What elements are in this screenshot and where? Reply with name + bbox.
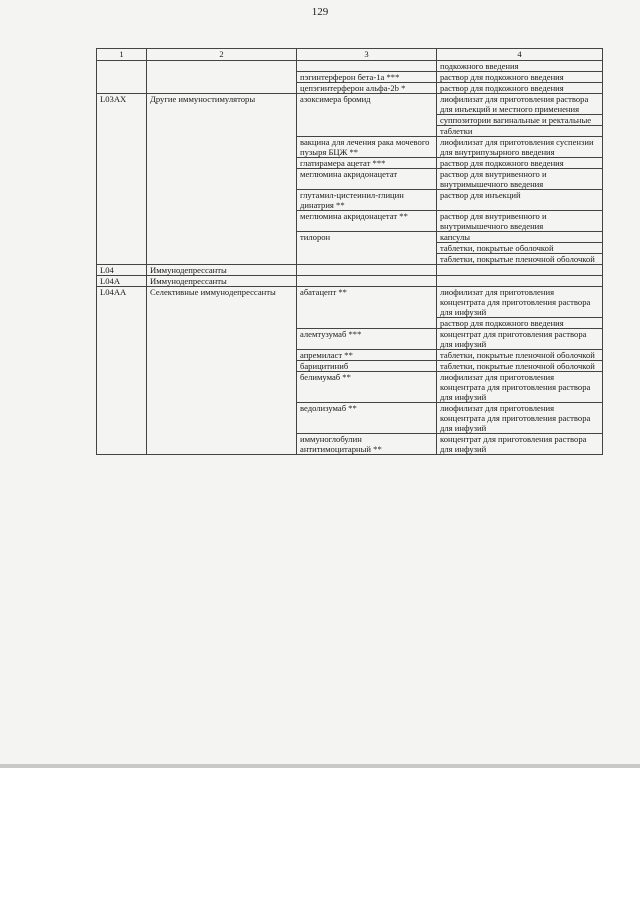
atc-code-cell: L03AX — [97, 94, 147, 265]
dosage-form-cell: лиофилизат для приготовления концентрата для приготовления раствора для инфузий — [437, 287, 603, 318]
header-col-1: 1 — [97, 49, 147, 61]
dosage-form-cell: капсулы — [437, 232, 603, 243]
atc-code-cell: L04A — [97, 276, 147, 287]
drug-name-cell: цепэгинтерферон альфа-2b * — [297, 83, 437, 94]
table-row — [97, 265, 603, 276]
drug-name-cell: тилорон — [297, 232, 437, 265]
scan-edge — [0, 764, 640, 768]
dosage-form-cell: раствор для подкожного введения — [437, 158, 603, 169]
atc-code-cell: L04 — [97, 265, 147, 276]
atc-group-cell: Селективные иммунодепрессанты — [147, 287, 297, 455]
atc-group-cell: Другие иммуностимуляторы — [147, 94, 297, 265]
table-body — [97, 61, 603, 455]
dosage-form-cell: раствор для внутривенного и внутримышечного введения — [437, 169, 603, 190]
drug-name-cell: абатацепт ** — [297, 287, 437, 329]
drug-name-cell: апремиласт ** — [297, 350, 437, 361]
table-header-row — [97, 49, 603, 61]
table-row — [97, 61, 603, 72]
drug-name-cell: глатирамера ацетат *** — [297, 158, 437, 169]
drug-name-cell — [297, 265, 437, 276]
dosage-form-cell: таблетки, покрытые пленочной оболочкой — [437, 254, 603, 265]
dosage-form-cell: концентрат для приготовления раствора для инфузий — [437, 434, 603, 455]
table-row — [97, 287, 603, 318]
drug-name-cell: вакцина для лечения рака мочевого пузыря БЦЖ ** — [297, 137, 437, 158]
dosage-form-cell: раствор для подкожного введения — [437, 83, 603, 94]
dosage-form-cell: раствор для инъекций — [437, 190, 603, 211]
dosage-form-cell: раствор для внутривенного и внутримышечного введения — [437, 211, 603, 232]
drug-name-cell: пэгинтерферон бета-1a *** — [297, 72, 437, 83]
dosage-form-cell: лиофилизат для приготовления раствора для инъекций и местного применения — [437, 94, 603, 115]
header-col-2: 2 — [147, 49, 297, 61]
page-number: 129 — [311, 6, 329, 18]
table-row — [97, 94, 603, 115]
atc-group-cell: Иммунодепрессанты — [147, 276, 297, 287]
dosage-form-cell: раствор для подкожного введения — [437, 318, 603, 329]
drug-name-cell: азоксимера бромид — [297, 94, 437, 137]
dosage-form-cell: таблетки, покрытые пленочной оболочкой — [437, 350, 603, 361]
dosage-form-cell: раствор для подкожного введения — [437, 72, 603, 83]
dosage-form-cell: подкожного введения — [437, 61, 603, 72]
dosage-form-cell: лиофилизат для приготовления концентрата для приготовления раствора для инфузий — [437, 372, 603, 403]
drug-name-cell: меглюмина акридонацетат — [297, 169, 437, 190]
drug-name-cell — [297, 61, 437, 72]
drug-name-cell: белимумаб ** — [297, 372, 437, 403]
drug-name-cell: алемтузумаб *** — [297, 329, 437, 350]
drug-name-cell: иммуноглобулин антитимоцитарный ** — [297, 434, 437, 455]
drug-name-cell: ведолизумаб ** — [297, 403, 437, 434]
atc-group-cell — [147, 61, 297, 94]
drug-name-cell: барицитиниб — [297, 361, 437, 372]
dosage-form-cell: лиофилизат для приготовления концентрата для приготовления раствора для инфузий — [437, 403, 603, 434]
dosage-form-cell: суппозитории вагинальные и ректальные — [437, 115, 603, 126]
drug-table — [96, 48, 603, 455]
header-col-4: 4 — [437, 49, 603, 61]
dosage-form-cell: таблетки — [437, 126, 603, 137]
drug-name-cell: глутамил-цистеинил-глицин динатрия ** — [297, 190, 437, 211]
dosage-form-cell — [437, 276, 603, 287]
dosage-form-cell: концентрат для приготовления раствора для инфузий — [437, 329, 603, 350]
drug-name-cell: меглюмина акридонацетат ** — [297, 211, 437, 232]
dosage-form-cell — [437, 265, 603, 276]
atc-group-cell: Иммунодепрессанты — [147, 265, 297, 276]
atc-code-cell — [97, 61, 147, 94]
dosage-form-cell: таблетки, покрытые пленочной оболочкой — [437, 361, 603, 372]
dosage-form-cell: лиофилизат для приготовления суспензии для внутрипузырного введения — [437, 137, 603, 158]
dosage-form-cell: таблетки, покрытые оболочкой — [437, 243, 603, 254]
drug-name-cell — [297, 276, 437, 287]
table-row — [97, 276, 603, 287]
header-col-3: 3 — [297, 49, 437, 61]
atc-code-cell: L04AA — [97, 287, 147, 455]
